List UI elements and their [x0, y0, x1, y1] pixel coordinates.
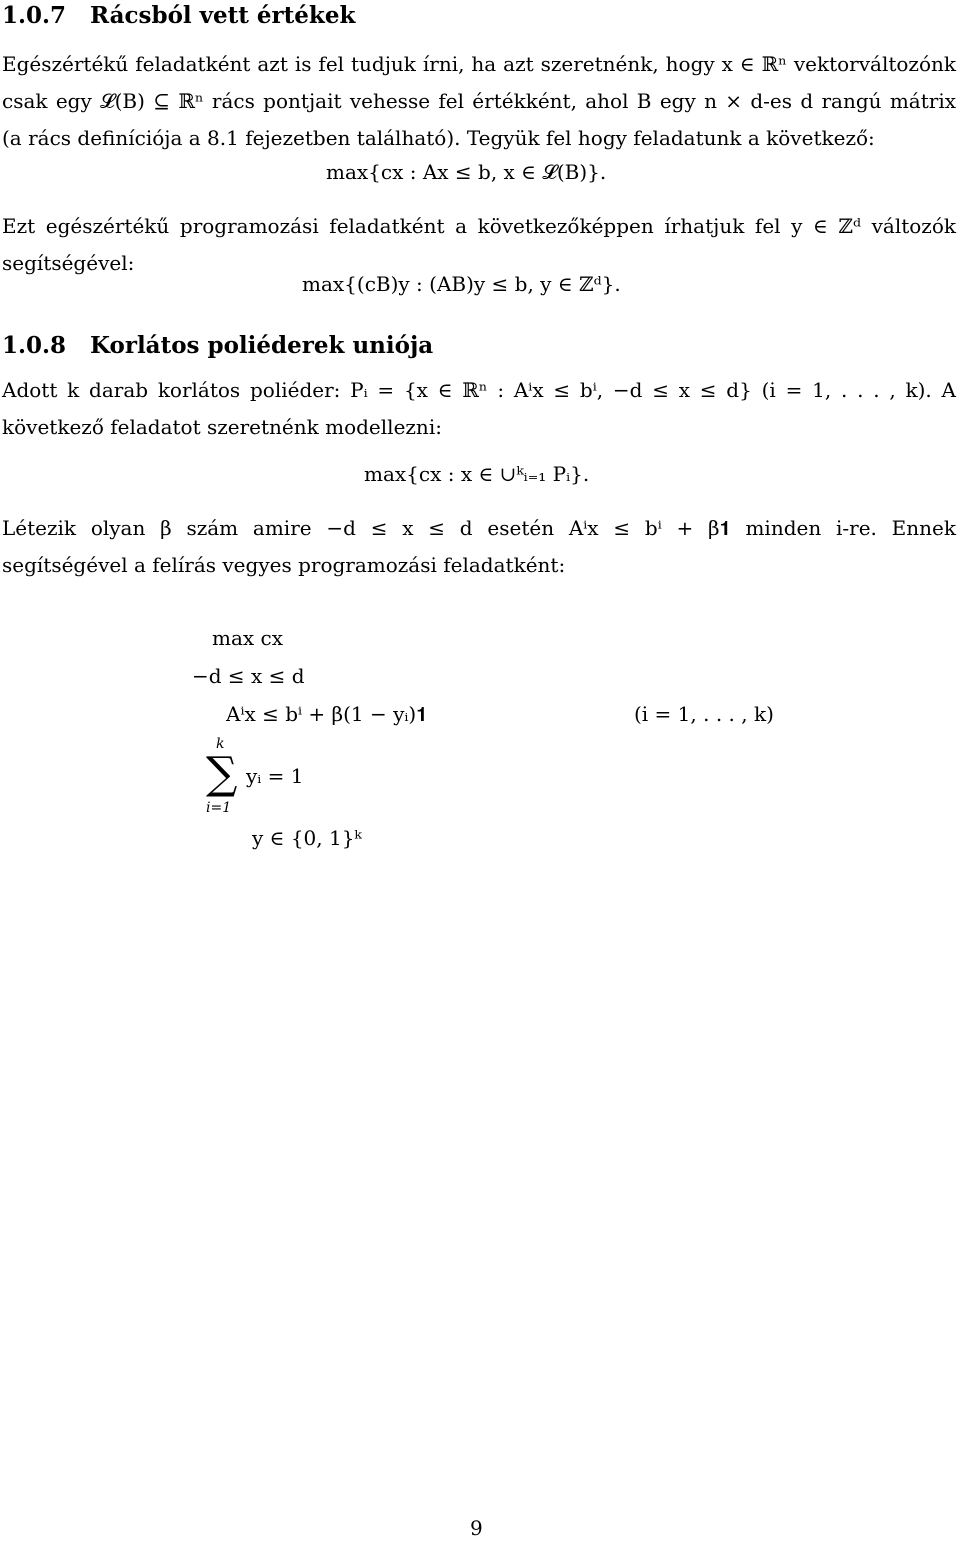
section-number: 1.0.8 [2, 332, 67, 359]
section-title: Korlátos poliéderek uniója [90, 332, 434, 359]
text-line: segítségével: [2, 251, 135, 275]
section-title: Rácsból vett értékek [90, 2, 356, 29]
program-constraint-index: (i = 1, . . . , k) [634, 702, 774, 726]
sum-upper-limit: k [216, 736, 225, 752]
text-line: Adott k darab korlátos poliéder: Pᵢ = {x ∈ ℝⁿ : Aⁱx ≤ bⁱ, −d ≤ x ≤ d} (i = 1, . . . , k). A [2, 378, 956, 402]
paragraph-integer-formulation [2, 208, 956, 282]
sum-lower-limit: i=1 [206, 800, 232, 816]
paragraph-beta-bound [2, 510, 956, 584]
equation-integer-max: max{(cB)y : (AB)y ≤ b, y ∈ ℤᵈ}. [302, 272, 621, 296]
section-heading-1-0-8 [2, 332, 433, 359]
text-line: Létezik olyan β szám amire −d ≤ x ≤ d esetén Aⁱx ≤ bⁱ + β𝟏 minden i-re. Ennek [2, 516, 956, 540]
text-line: Egészértékű feladatként azt is fel tudjuk írni, ha azt szeretnénk, hogy x ∈ ℝⁿ vektorváltozónk [2, 52, 956, 76]
program-constraint-bounds: −d ≤ x ≤ d [192, 664, 305, 688]
text-line: csak egy 𝓛(B) ⊆ ℝⁿ rács pontjait vehesse fel értékként, ahol B egy n × d-es d rangú mátrix [2, 89, 956, 113]
paragraph-polyhedra-union [2, 372, 956, 446]
program-objective: max cx [212, 626, 284, 650]
text-line: következő feladatot szeretnénk modellezni: [2, 415, 442, 439]
text-line: Ezt egészértékű programozási feladatként a következőképpen írhatjuk fel y ∈ ℤᵈ változók [2, 214, 956, 238]
sigma-symbol: ∑ [206, 748, 238, 799]
program-constraint-sum: yᵢ = 1 [246, 764, 304, 788]
text-line: (a rács definíciója a 8.1 fejezetben található). Tegyük fel hogy feladatunk a következő: [2, 126, 875, 150]
section-number: 1.0.7 [2, 2, 67, 29]
page-number: 9 [470, 1516, 483, 1540]
text-line: segítségével a felírás vegyes programozási feladatként: [2, 553, 566, 577]
program-constraint-big-m: Aⁱx ≤ bⁱ + β(1 − yᵢ)𝟏 [226, 702, 428, 726]
program-constraint-binary: y ∈ {0, 1}ᵏ [252, 826, 362, 850]
paragraph-lattice-intro [2, 46, 956, 157]
section-heading-1-0-7 [2, 2, 355, 29]
equation-union-max: max{cx : x ∈ ∪ᵏᵢ₌₁ Pᵢ}. [364, 462, 590, 486]
equation-lattice-max: max{cx : Ax ≤ b, x ∈ 𝓛(B)}. [326, 160, 607, 184]
